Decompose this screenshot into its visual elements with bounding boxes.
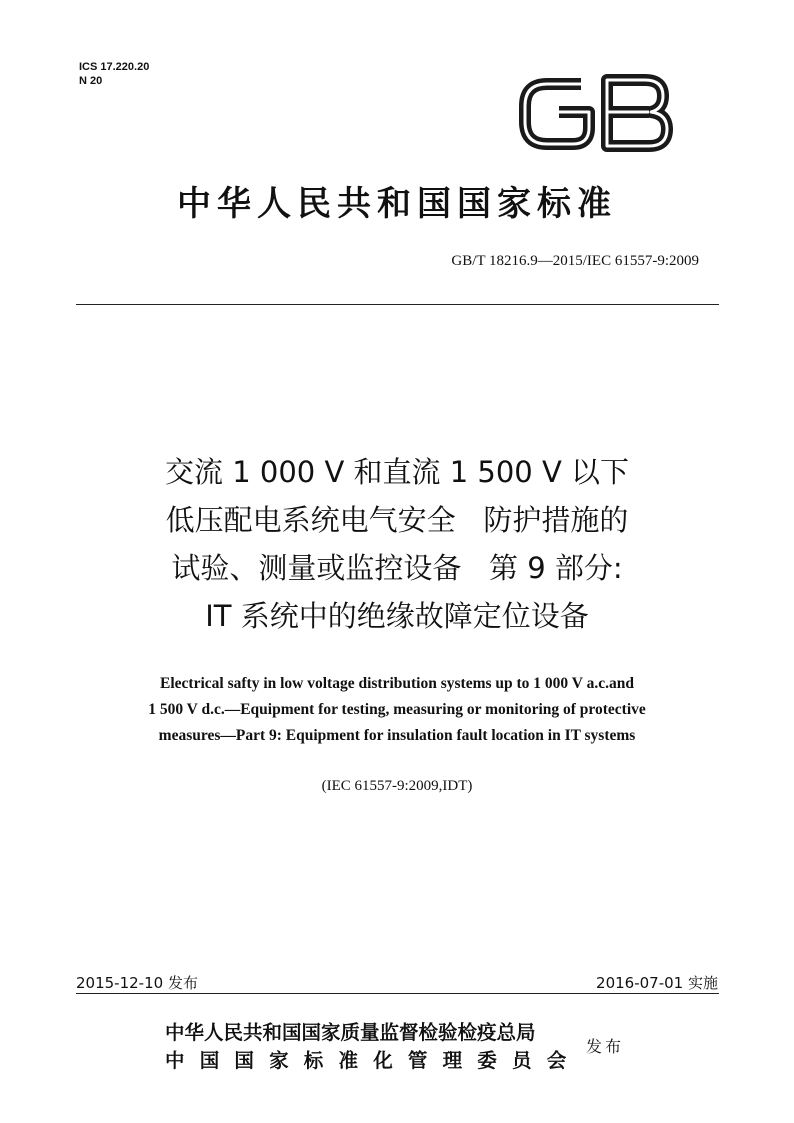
chinese-title-line: 交流 1 000 V 和直流 1 500 V 以下 — [164, 455, 630, 489]
implementation-date: 2016-07-01 实施 — [596, 974, 718, 992]
issue-date: 2015-12-10 发布 — [76, 974, 198, 992]
english-title-line: measures—Part 9: Equipment for insulation fault location in IT systems — [158, 727, 636, 744]
ccs-code: N 20 — [79, 75, 103, 87]
standard-type-title: 中华人民共和国国家标准 — [177, 184, 617, 224]
standard-code: GB/T 18216.9—2015/IEC 61557-9:2009 — [451, 253, 699, 269]
chinese-title-line: 低压配电系统电气安全 防护措施的 — [165, 503, 629, 537]
ics-code: ICS 17.220.20 — [79, 61, 150, 73]
chinese-title-line: 试验、测量或监控设备 第 9 部分: — [171, 551, 623, 585]
iec-equivalence: (IEC 61557-9:2009,IDT) — [321, 778, 473, 794]
english-title-line: 1 500 V d.c.—Equipment for testing, measuring or monitoring of protective — [148, 701, 646, 718]
english-title-line: Electrical safty in low voltage distribution systems up to 1 000 V a.c.and — [160, 675, 634, 692]
english-title — [0, 671, 794, 749]
chinese-title-line: IT 系统中的绝缘故障定位设备 — [205, 599, 589, 633]
footer-divider — [76, 993, 719, 994]
chinese-title — [0, 448, 794, 640]
header-divider — [76, 304, 719, 305]
issuer-sac: 中国国家标准化管理委员会 — [165, 1049, 582, 1072]
classification-codes — [79, 60, 149, 88]
issuer-aqsiq: 中华人民共和国国家质量监督检验检疫总局 — [165, 1021, 536, 1044]
gb-logo — [519, 72, 675, 154]
publish-label: 发布 — [586, 1037, 625, 1056]
issuing-authorities — [165, 1019, 581, 1075]
